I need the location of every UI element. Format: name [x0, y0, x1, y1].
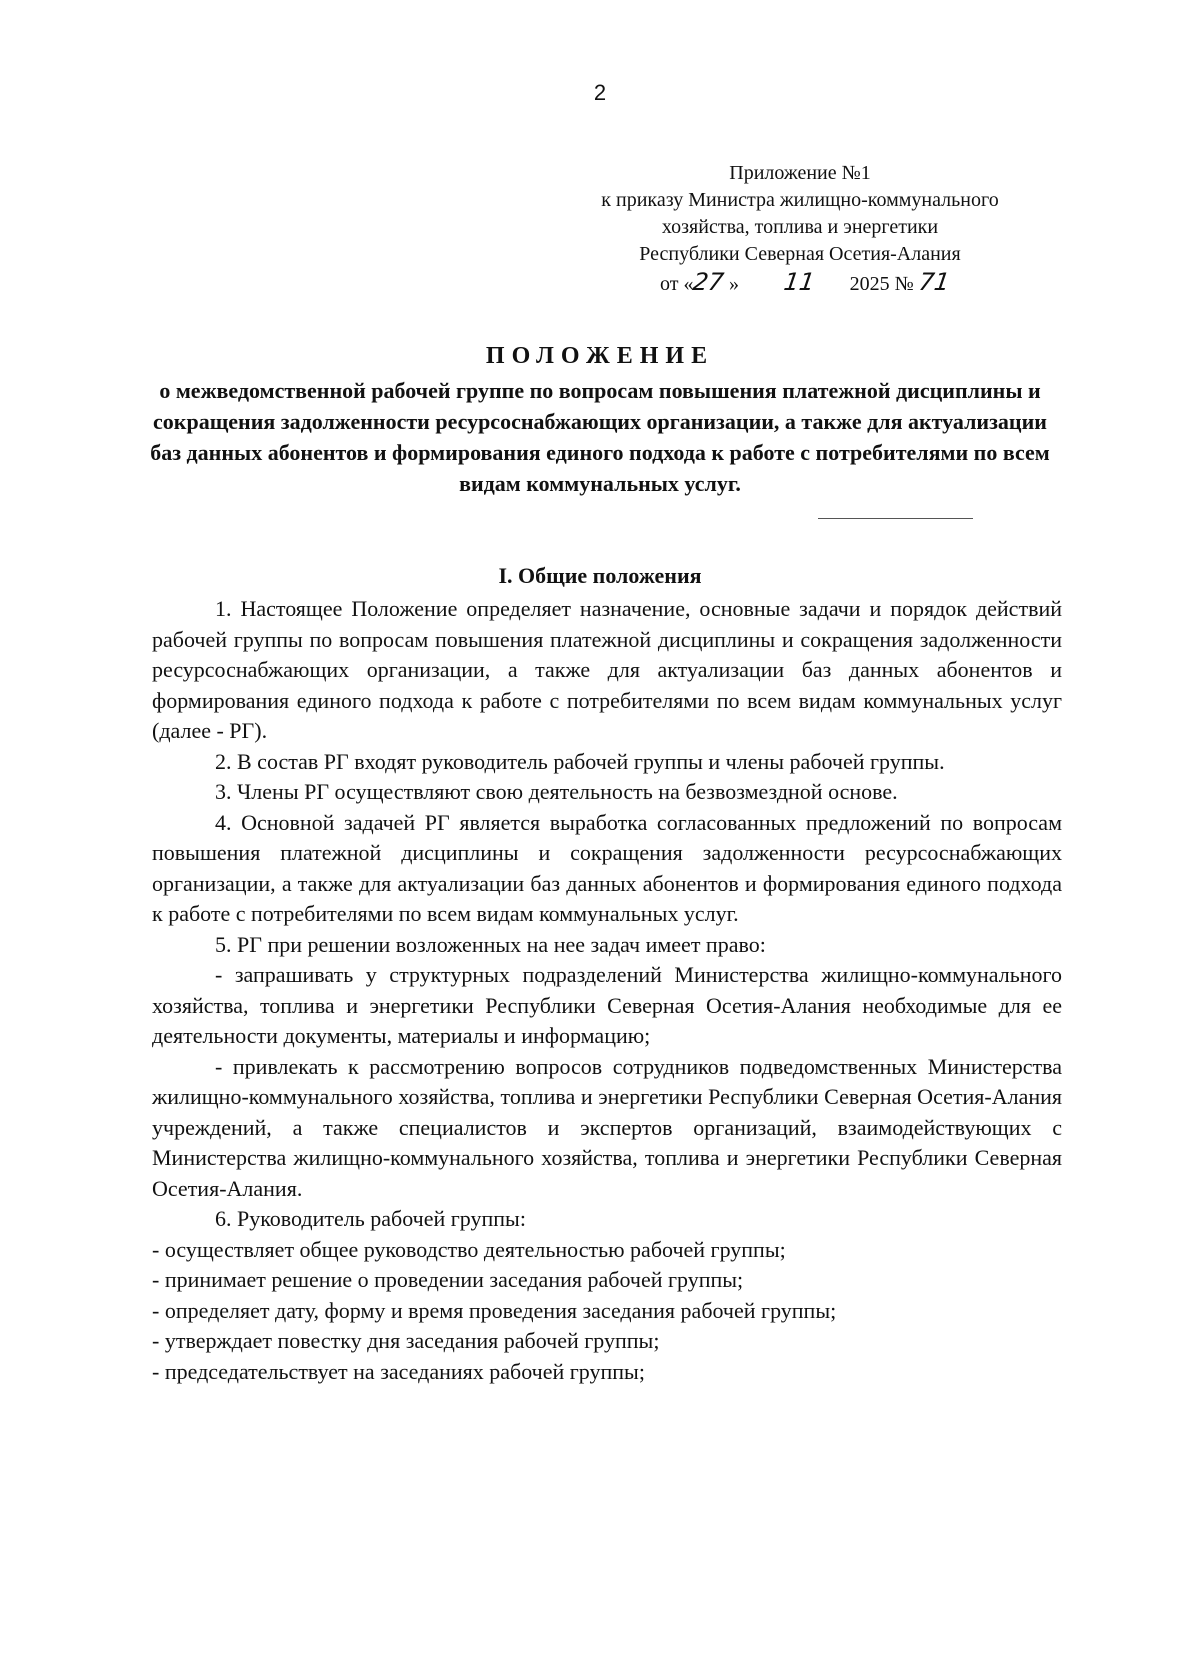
duty-item: - принимает решение о проведении заседания рабочей группы; — [152, 1267, 744, 1292]
paragraph: 4. Основной задачей РГ является выработка согласованных предложений по вопросам повышения платежной дисциплины и сокращения задолженности ресурсоснабжающих организации, а также для актуализации баз данных абонентов и формирования единого подхода к работе с потребителями по всем видам коммунальных услуг. — [152, 809, 1062, 926]
paragraph: 2. В состав РГ входят руководитель рабочей группы и члены рабочей группы. — [215, 748, 945, 774]
document-title: ПОЛОЖЕНИЕ — [485, 343, 715, 369]
order-number-handwritten: 71 — [916, 268, 952, 296]
paragraph: 3. Члены РГ осуществляют свою деятельность на безвозмездной основе. — [215, 779, 898, 804]
duty-item: - осуществляет общее руководство деятельностью рабочей группы; — [152, 1236, 786, 1262]
duty-item: - председательствует на заседаниях рабочей группы; — [152, 1358, 645, 1384]
paragraph: - привлекать к рассмотрению вопросов сотрудников подведомственных Министерства жилищно-коммунального хозяйства, топлива и энергетики Республики Северная Осетия-Алания учреждений, а также специалистов и экспертов организаций, взаимодействующих с Министерства жилищно-коммунального хозяйства, топлива и энергетики Республики Северная Осетия-Алания. — [152, 1053, 1062, 1201]
date-year: 2025 № — [849, 273, 914, 295]
section-heading: I. Общие положения — [498, 563, 702, 588]
duty-item: - определяет дату, форму и время проведения заседания рабочей группы; — [152, 1297, 837, 1323]
annex-line: к приказу Министра жилищно-коммунального — [601, 189, 999, 211]
date-day-handwritten: 27 — [691, 268, 726, 296]
date-month-handwritten: 11 — [782, 268, 817, 296]
paragraph: - запрашивать у структурных подразделений Министерства жилищно-коммунального хозяйства, топлива и энергетики Республики Северная Осетия-Алания необходимые для ее деятельности документы, материалы и информацию; — [152, 962, 1062, 1048]
paragraph: 5. РГ при решении возложенных на нее задач имеет право: — [215, 931, 766, 957]
annex-line: хозяйства, топлива и энергетики — [661, 216, 939, 238]
date-prefix: от « — [660, 273, 694, 295]
paragraph: 1. Настоящее Положение определяет назначение, основные задачи и порядок действий рабочей группы по вопросам повышения платежной дисциплины и сокращения задолженности ресурсоснабжающих организации, а также для актуализации баз данных абонентов и формирования единого подхода к работе с потребителями по всем видам коммунальных услуг (далее - РГ). — [152, 596, 1062, 743]
paragraph: 6. Руководитель рабочей группы: — [215, 1206, 526, 1231]
annex-line: Республики Северная Осетия-Алания — [639, 243, 961, 265]
document-subtitle: о межведомственной рабочей группе по вопросам повышения платежной дисциплины и сокращения задолженности ресурсоснабжающих организации, а также для актуализации баз данных абонентов и формирования единого подхода к работе с потребителями по всем видам коммунальных услуг. — [150, 378, 1050, 496]
date-close: » — [729, 273, 740, 295]
duty-item: - утверждает повестку дня заседания рабочей группы; — [152, 1328, 660, 1353]
page-number: 2 — [593, 80, 607, 105]
annex-block — [560, 160, 1040, 268]
annex-date-line — [660, 268, 952, 296]
signature-underline — [818, 518, 973, 519]
document-body — [152, 594, 1062, 1387]
annex-line: Приложение №1 — [729, 162, 871, 184]
